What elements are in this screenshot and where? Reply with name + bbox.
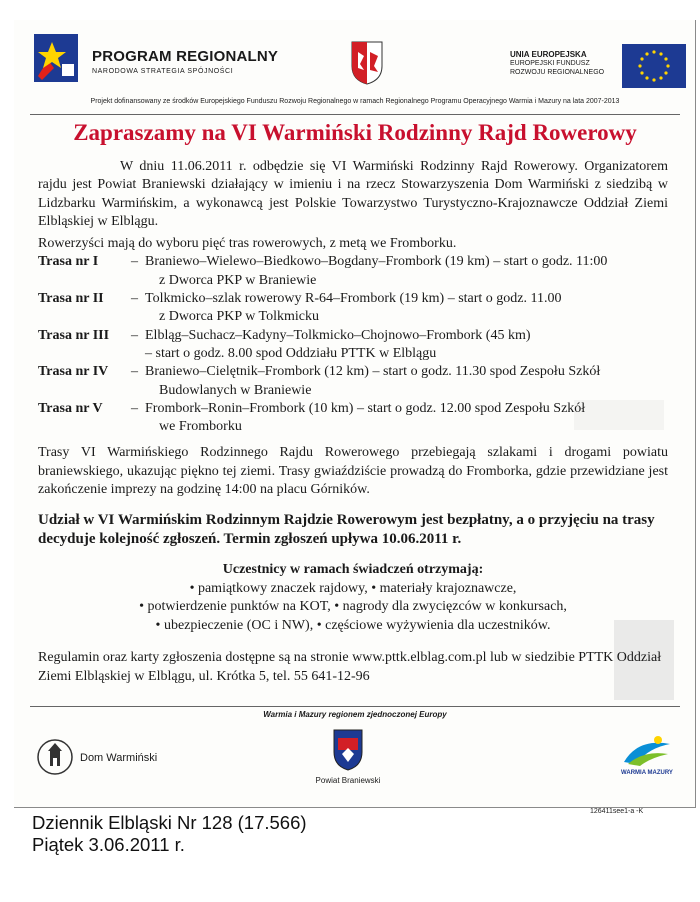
regulations-note: Regulamin oraz karty zgłoszenia dostępne są na stronie www.pttk.elblag.com.pl lub w siedzibie PTTK Oddział Ziemi Elbląskiej w Elblągu, ul. Krótka 5, tel. 55 641-12-96 [38, 650, 662, 684]
warmia-mazury-logo-icon [618, 730, 676, 782]
route-item [38, 400, 668, 437]
route-line: we Fromborku [159, 419, 242, 435]
caption-line-1: Dziennik Elbląski Nr 128 (17.566) [32, 812, 307, 833]
routes-intro: Rowerzyści mają do wyboru pięć tras rowerowych, z metą we Fromborku. [38, 236, 457, 252]
route-line: Braniewo–Cielętnik–Frombork (12 km) – start o godz. 11.30 spod Zespołu Szkół [145, 364, 601, 380]
dom-warminski-label: Dom Warmiński [80, 752, 158, 764]
route-dash: – [131, 291, 138, 307]
route-line: Elbląg–Suchacz–Kadyny–Tolkmicko–Chojnowo–Frombork (45 km) [145, 327, 531, 343]
route-label: Trasa nr III [38, 327, 110, 343]
route-dash: – [131, 400, 138, 416]
program-name: PROGRAM REGIONALNY [92, 48, 279, 65]
route-dash: – [131, 327, 138, 343]
intro-paragraph: W dniu 11.06.2011 r. odbędzie się VI Warmiński Rodzinny Rajd Rowerowy. Organizatorem rajdu jest Powiat Braniewski działający w imieniu i na rzecz Stowarzyszenia Dom Warmiński z siedzibą w Lidzbarku Warmińskim, a wykonawcą jest Polskie Towarzystwo Turystyczno-Krajoznawcze Oddział Ziemi Elbląskiej w Elblągu. [38, 159, 668, 229]
eu-flag-icon [622, 44, 686, 88]
clipping-code: 126411see1-a -K [590, 808, 644, 815]
eu-line-1: UNIA EUROPEJSKA [510, 50, 587, 59]
article-body [38, 158, 668, 686]
route-label: Trasa nr II [38, 291, 104, 307]
funding-note: Projekt dofinansowany ze środków Europejskiego Funduszu Rozwoju Regionalnego w ramach Regionalnego Programu Operacyjnego Warmia i Mazury na lata 2007-2013 [90, 98, 620, 105]
wm-label: WARMIA MAZURY [621, 770, 673, 776]
route-label: Trasa nr IV [38, 364, 109, 380]
dom-warminski-logo-icon [36, 738, 74, 776]
program-regionalny-logo-icon [32, 32, 80, 84]
header-divider [30, 114, 680, 115]
routes-description: Trasy VI Warmińskiego Rodzinnego Rajdu Rowerowego przebiegają szlakami i drogami powiatu braniewskiego, ukazując piękno tej ziemi. Trasy gwiaździście prowadzą do Fromborka, gdzie przewidziane jest zakończenie imprezy na godzinę 14:00 na placu Górników. [38, 445, 668, 498]
route-line: Budowlanych w Braniewie [159, 382, 312, 398]
powiat-label: Powiat Braniewski [315, 776, 381, 785]
route-dash: – [131, 254, 138, 270]
eu-line-2: EUROPEJSKI FUNDUSZ [510, 60, 590, 67]
route-item [38, 327, 668, 364]
route-dash: – [131, 364, 138, 380]
route-line: z Dworca PKP w Braniewie [159, 272, 317, 288]
route-label: Trasa nr I [38, 254, 99, 270]
route-line: – start o godz. 8.00 spod Oddziału PTTK w Elblągu [145, 345, 437, 361]
source-caption [32, 812, 307, 856]
page-title: Zapraszamy na VI Warmiński Rodzinny Rajd Rowerowy [73, 120, 637, 145]
footer-slogan: Warmia i Mazury regionem zjednoczonej Europy [263, 710, 447, 719]
route-item [38, 363, 668, 400]
eu-fund-text [510, 50, 604, 77]
route-item [38, 290, 668, 327]
participation-note: Udział w VI Warmińskim Rodzinnym Rajdzie Rowerowym jest bezpłatny, a o przyjęciu na trasy decyduje kolejność zgłoszeń. Termin zgłoszeń upływa 10.06.2011 r. [38, 512, 655, 548]
benefits-line: • potwierdzenie punktów na KOT, • nagrody dla zwycięzców w konkursach, [139, 599, 567, 615]
benefits-list [38, 561, 668, 635]
benefits-heading: Uczestnicy w ramach świadczeń otrzymają: [222, 562, 484, 578]
newspaper-clipping [14, 20, 696, 808]
eu-line-3: ROZWOJU REGIONALNEGO [510, 69, 605, 76]
powiat-shield-icon [332, 728, 364, 772]
route-line: Tolkmicko–szlak rowerowy R-64–Frombork (19 km) – start o godz. 11.00 [145, 291, 562, 307]
program-subtitle: NARODOWA STRATEGIA SPÓJNOŚCI [92, 68, 234, 75]
route-line: Frombork–Ronin–Frombork (10 km) – start o godz. 12.00 spod Zespołu Szkół [145, 400, 586, 416]
benefits-line: • pamiątkowy znaczek rajdowy, • materiały krajoznawcze, [189, 580, 517, 596]
route-line: z Dworca PKP w Tolkmicku [159, 309, 320, 325]
caption-line-2: Piątek 3.06.2011 r. [32, 834, 185, 855]
benefits-line: • ubezpieczenie (OC i NW), • częściowe wyżywienia dla uczestników. [155, 617, 551, 633]
header-logos [32, 28, 682, 106]
route-line: Braniewo–Wielewo–Biedkowo–Bogdany–Frombork (19 km) – start o godz. 11:00 [145, 254, 608, 270]
route-item [38, 253, 668, 290]
voivodeship-shield-icon [350, 40, 384, 86]
footer-divider [30, 706, 680, 708]
route-label: Trasa nr V [38, 400, 103, 416]
